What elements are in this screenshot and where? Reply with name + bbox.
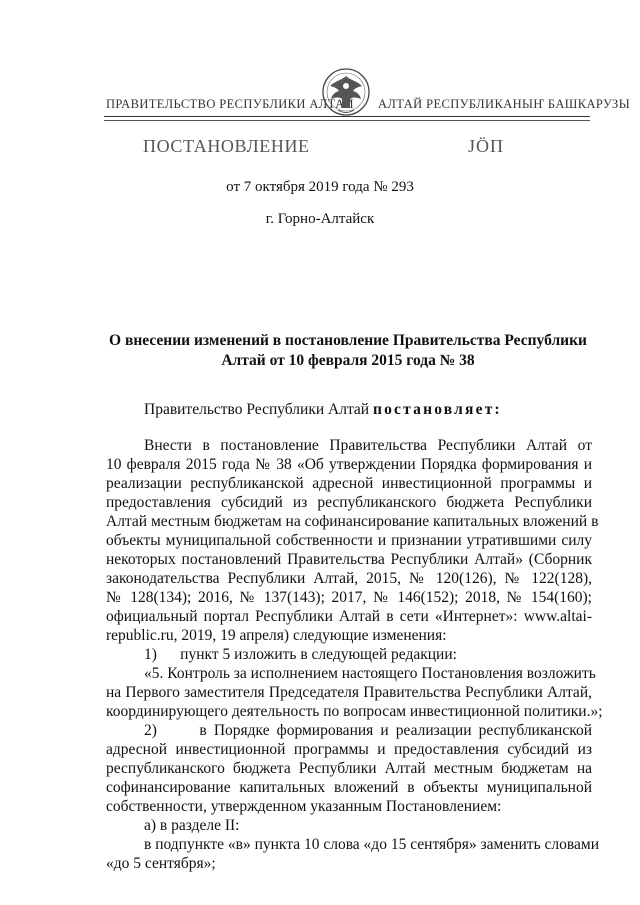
header-left-text: ПРАВИТЕЛЬСТВО РЕСПУБЛИКИ АЛТАЙ xyxy=(106,97,354,111)
preamble xyxy=(144,401,502,419)
body-line: координирующего деятельность по вопросам инвестиционной политики.»; xyxy=(106,703,603,720)
body-line: republic.ru, 2019, 19 апреля) следующие изменения: xyxy=(106,627,447,644)
body-line: законодательства Республики Алтай, 2015, № 120(126), № 122(128), xyxy=(106,570,592,587)
body-line: предоставления субсидий из республиканского бюджета Республики xyxy=(106,494,592,511)
document-city: г. Горно-Алтайск xyxy=(265,211,375,227)
body-line: Алтай местным бюджетам на софинансирование капитальных вложений в xyxy=(106,513,599,530)
body-line: Внести в постановление Правительства Республики Алтай от xyxy=(144,437,592,454)
preamble-text: Правительство Республики Алтай xyxy=(144,401,373,418)
body-line: объекты муниципальной собственности и признании утратившими силу xyxy=(106,532,592,549)
body-line: а) в разделе II: xyxy=(144,817,240,834)
republic-altai-emblem-icon xyxy=(321,64,371,120)
doc-type-russian: ПОСТАНОВЛЕНИЕ xyxy=(143,136,310,156)
preamble-emphasis: постановляет: xyxy=(372,401,502,418)
body-line: в подпункте «в» пункта 10 слова «до 15 сентября» заменить словами xyxy=(144,836,599,853)
title-line: Алтай от 10 февраля 2015 года № 38 xyxy=(221,352,475,369)
body-line: на Первого заместителя Председателя Правительства Республики Алтай, xyxy=(106,684,592,701)
body-line: «5. Контроль за исполнением настоящего Постановления возложить xyxy=(144,665,596,682)
body-line: «до 5 сентября»; xyxy=(106,855,216,872)
header-rule-thick xyxy=(104,116,590,117)
document-date-number: от 7 октября 2019 года № 293 xyxy=(226,179,414,195)
body-line: реализации республиканской адресной инвестиционной программы и xyxy=(106,475,592,492)
header-right-text: АЛТАЙ РЕСПУБЛИКАНЫҤ БАШКАРУЗЫ xyxy=(378,97,631,111)
body-line: 2) в Порядке формирования и реализации республиканской xyxy=(144,722,592,739)
title-line: О внесении изменений в постановление Правительства Республики xyxy=(109,332,587,349)
body-line: 1) пункт 5 изложить в следующей редакции: xyxy=(144,646,457,663)
body-line: официальный портал Республики Алтай в сети «Интернет»: www.altai- xyxy=(106,608,592,625)
body-line: № 128(134); 2016, № 137(143); 2017, № 146(152); 2018, № 154(160); xyxy=(106,589,592,606)
body-line: республиканского бюджета Республики Алтай местным бюджетам на xyxy=(106,760,592,777)
body-line: некоторых постановлений Правительства Республики Алтай» (Сборник xyxy=(106,551,592,568)
body-line: собственности, утвержденном указанным Постановлением: xyxy=(106,798,502,815)
body-line: 10 февраля 2015 года № 38 «Об утверждении Порядка формирования и xyxy=(106,456,592,473)
body-line: адресной инвестиционной программы и предоставления субсидий из xyxy=(106,741,592,758)
header-rule-thin xyxy=(104,120,590,121)
document-title xyxy=(106,331,590,371)
document-body xyxy=(106,436,603,873)
body-line: софинансирование капитальных вложений в объекты муниципальной xyxy=(106,779,592,796)
doc-type-altai: ЈӦП xyxy=(468,136,505,156)
